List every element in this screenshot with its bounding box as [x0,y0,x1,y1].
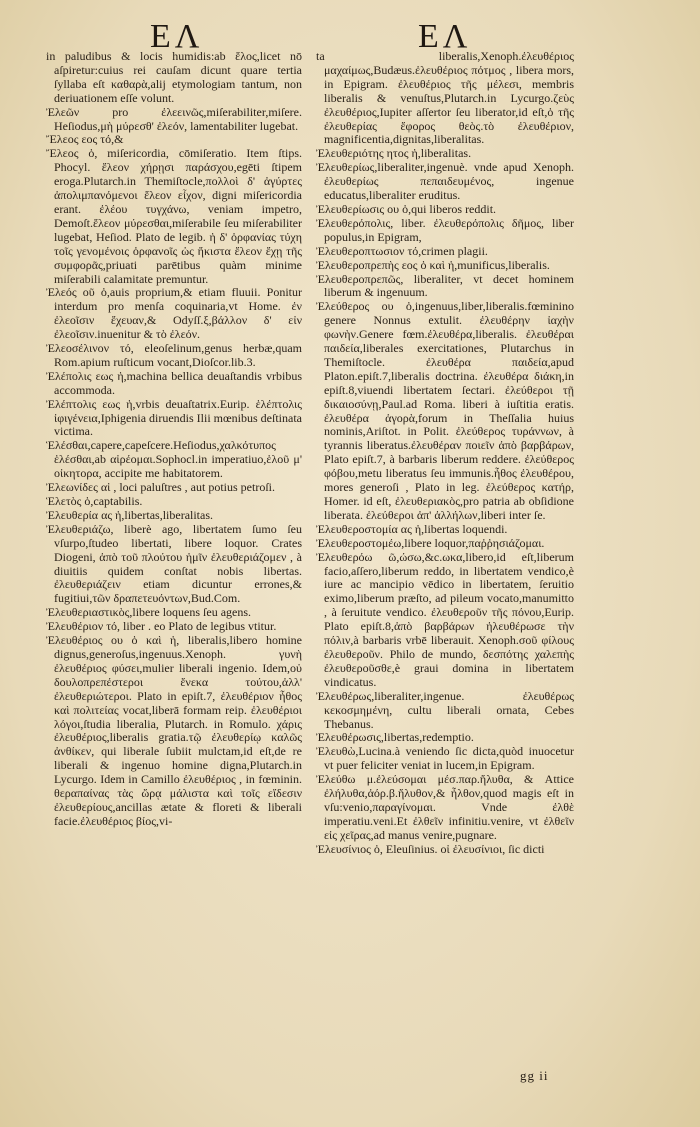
dictionary-entry: ta liberalis,Xenoph.ἐλευθέριος μαχαίμως,Budæus.ἐλευθέριος πότμος , libera mors, in Epigram. ἐλευθέριος τῆς μέλεσι, membris liberalis & venuſtus,Plutarch.in Lycurgo.ζεὺς ἐλευθέριος,Iupiter aſſertor ſeu liberator,id eſt,ὁ τῆς ἐλευθερίας ἔφορος θεὸς.τὸ ἐλευθέριον, magnificentia,dignitas,liberalitas. [316,50,574,147]
dictionary-entry: Ἐλευθεροστομέω,libere loquor,παῤῥησιάζομαι. [316,535,545,550]
dictionary-entry: Ἐλευθερίως,liberaliter,ingenuè. vnde apud Xenoph. ἐλευθερίως πεπαιδευμένος, ingenue educatus,liberaliter eruditus. [316,160,574,203]
dictionary-entry: Ἐλευθεροπτωσιον τό,crimen plagii. [316,243,488,258]
dictionary-entry: Ἐλευθὼ,Lucina.à veniendo ſic dicta,quòd inuocetur vt puer feliciter veniat in lucem,in Epigram. [316,744,574,773]
dictionary-entry: Ἔλεος εος τό,& [46,132,124,147]
dictionary-entry: Ἐλευθερόπολις, liber. ἐλευθερόπολις δῆμος, liber populus,in Epigram, [316,215,574,244]
dictionary-entry: Ἐλευθέρως,liberaliter,ingenue. ἐλευθέρως κεκοσμημένη, cultu liberali ornata, Cebes Thebanus. [316,688,574,731]
dictionary-entry: Ἐλευσίνιος ὁ, Eleuſinius. οἱ ἐλευσίνιοι, ſic dicti [316,841,545,856]
dictionary-entry: Ἔλεος ὁ, miſericordia, cōmiſeratio. Item ſtips. Phocyl. ἔλεον χήρῃσι παράσχου,egēti ſtipem eroga.Plutarch.in Themiſtocle,πολλοὶ δ' ἀγύρτες ἀπολιμπανόμενοι ἔλεον εἶχον, digni miſericordia erant. ἐλέου τυγχάνω, veniam impetro, Demoſt.ἔλεον μύρεσθαι,miſerabile ſeu miſerabiliter lugebat, Heſiod. Plato de legib. ἡ δ' ὀρφανίας τύχη τοῖς γενομένοις ὀρφανοῖς ὡς ἥκιστα ἔλεον ἔχῃ τῆς συμφορᾶς,priuati parētibus quàm minime miſerabili calamitate premuntur. [46,146,302,286]
dictionary-entry: Ἐλευθέρωσις,libertas,redemptio. [316,730,474,745]
dictionary-entry: Ἐλευθέριος ου ὁ καὶ ἡ, liberalis,libero homine dignus,generoſus,ingenuus.Xenoph. γυνὴ ἐλευθέριος φύσει,mulier liberali ingenio. Idem,οὐ δουλοπρεπέστεροι ἕνεκα τούτου,ἀλλ' ἐλευθεριώτεροι. Plato in epiſt.7, ἐλευθέριον ἦθος καὶ πολιτείας vocat,liberā formam reip. ἐλευθέριοι λόγοι,ſtudia liberalia, Plutarch. in Romulo. χάρις ἐλευθέριος,liberalis gratia.τῷ ἐλευθερίῳ καλῶς ἀνθίκεν, qui liberale ſubiit mulctam,id eſt,de re liberali & ingenuo homine digna,Plutarch.in Lycurgo. Idem in Camillo ἐλευθέριος , in fœminin. θεραπαίνας τὰς ὥρᾳ μάλιστα καὶ τοῖς εἴδεσιν ἐλευθερίους,ancillas ætate & floreti & liberali facie.ἐλευθέριος βίος,vi- [46,633,302,828]
dictionary-entry: Ἐλεῶν pro ἐλεεινῶς,miſerabiliter,miſere. Heſiodus,μὴ μύρεσθ' ἐλεόν, lamentabiliter lugebat. [46,104,302,133]
dictionary-entry: Ἐλεύθερος ου ὁ,ingenuus,liber,liberalis.fœminino genere Nonnus extulit. ἐλευθέρην ἰαχὴν φωνὴν.Genere fœm.ἐλευθέρα,liberalis. ἐλευθέραι παιδεία,liberales exercitationes, Plutarchus in Themiſtocle. ἐλευθέρα παιδεία,apud Platon.epiſt.7,liberalis doctrina. ἐλευθέρα διάκη,in epiſt.8,viuendi libertatem ſectari. ἐλεύθεροι τῇ δικαιοσύνῃ,Paul.ad Roma. liberi à iuſtitia eratis. ἐλευθέρα ἀγορὰ,forum in Theſſalia huius nominis,Ariſtot. in Polit. ἐλεύθερος τυράννων, à tyrannis liberatus.ἐλευθέραν ποιεῖν ἀπὸ βαρβάρων, Plato epiſt.7, à barbaris liberum reddere. ἐλεύθερος φόβου,metu liberatus ſeu immunis.ἦθος ἐλευθέρου, mores generoſi , Plato in leg. ἐλεύθερος κατήρ, Homer. id eſt, ἐλευθεριακὸς,pro patria ab obſidione liberata. ἐλεύθεροι ἀπ' ἀλλήλων,liberi inter ſe. [316,299,574,522]
dictionary-entry: Ἐλεωνίδες αἱ , loci paluſtres , aut potius petroſi. [46,480,275,495]
dictionary-entry: Ἐλευθεριαστικὸς,libere loquens ſeu agens. [46,605,252,620]
running-head-right: ΕΛ [418,18,472,55]
signature-mark: gg ii [520,1068,549,1083]
left-column [46,50,302,1090]
dictionary-entry: Ἐλευθεριότης ητος ἡ,liberalitas. [316,146,472,161]
dictionary-entry: Ἐλευθεριάζω, liberè ago, libertatem ſumo ſeu vſurpo,ſtudeo libertati, libere loquor. Crates Diogeni, ἀπὸ τοῦ πλούτου ἡμῖν ἐλευθεριάζομεν , à diuitiis quidem conſtat nobis libertas. ἐλευθεριάζειν etiam dicuntur errones,& fugitiui,τῶν δραπετευόντων,Bud.Com. [46,521,302,606]
running-head-left: ΕΛ [150,18,204,55]
dictionary-entry: Ἐλέπτολις εως ἡ,vrbis deuaſtatrix.Eurip. ἑλέπτολις ἰφιγένεια,Iphigenia diruendis Ilii mœnibus deſtinata victima. [46,396,302,439]
dictionary-entry: Ἐλευθεροστομία ας ἡ,libertas loquendi. [316,521,508,536]
dictionary-entry: Ἐλευθερίωσις ου ὁ,qui liberos reddit. [316,201,497,216]
dictionary-entry: Ἐλεός οῦ ὁ,auis proprium,& etiam fluuii. Ponitur interdum pro menſa coquinaria,vt Home. ἐν ἐλεοῖσιν ἔχευαν,& Odyſſ.ξ,βάλλον δ' εἰν ἐλεοῖσιν.inuenitur & τὸ ἐλεόν. [46,285,302,342]
dictionary-entry: Ἐλευθερόω ῶ,ώσω,&c.ωκα,libero,id eſt,liberum facio,aſſero,liberum reddo, in libertatem vendico,è iure ac mancipio vēdico in libertatem, ſeruitio eximo,liberum præſto, ad pileum vocato,manumitto , à ſeruitute vendico. ἐλευθεροῦν τῆς πόνου,Eurip. Plato epiſt.8,ἀπὸ βαρβάρων ἠλευθέρωσε τὴν πόλιν,à barbaris vrbē liberauit. Xenoph.σοῦ φίλους ἐλευθεροῦν. Philo de mundo, δεσπότης χαλεπὴς ἐλευθεροῦσθε,è graui domina in libertatem vindicatus. [316,549,574,689]
dictionary-entry: in paludibus & locis humidis:ab ἕλος,licet nō aſpiretur:cuius rei cauſam dicunt quare tertia ſyllaba eſt καθαρὰ,alij etymologiam tantum, non deriuationem eſſe volunt. [46,50,302,105]
dictionary-entry: Ἐλευθεροπρεπῶς, liberaliter, vt decet hominem liberum & ingenuum. [316,271,574,300]
dictionary-entry: Ἐλευθερία ας ἡ,libertas,liberalitas. [46,507,214,522]
dictionary-entry: Ἐλέπολις εως ἡ,machina bellica deuaſtandis vrbibus accommoda. [46,368,302,397]
dictionary-entry: Ἐλεύθω μ.ἐλεύσομαι μέσ.παρ.ἤλυθα, & Attice ἐλήλυθα,ἀόρ.β.ἤλυθον,& ἦλθον,quod magis eſt in vſu:venio,παραγίνομαι. Vnde ἐλθὲ imperatiu.veni.Et ἐλθεῖν infinitiu.venire, vt ἐλθεῖν εἰς χεῖρας,ad manus venire,pugnare. [316,772,574,842]
dictionary-entry: Ἐλευθέριον τό, liber . eo Plato de legibus vtitur. [46,619,277,634]
right-column [316,50,574,1090]
dictionary-entry: Ἐλεοσέλινον τό, eleoſelinum,genus herbæ,quam Rom.apium ruſticum vocant,Dioſcor.lib.3. [46,341,302,369]
dictionary-entry: Ἑλέσθαι,capere,capeſcere.Heſiodus,χαλκότυπος ἑλέσθαι,ab αἱρέομαι.Sophocl.in imperatiuo,ἑλοῦ μ' οἰκητορα, accipite me habitatorem. [46,438,302,481]
dictionary-entry: Ἐλευθεροπρεπὴς εος ὁ καὶ ἡ,munificus,liberalis. [316,257,550,272]
dictionary-entry: Ἑλετὸς ὁ,captabilis. [46,494,143,508]
